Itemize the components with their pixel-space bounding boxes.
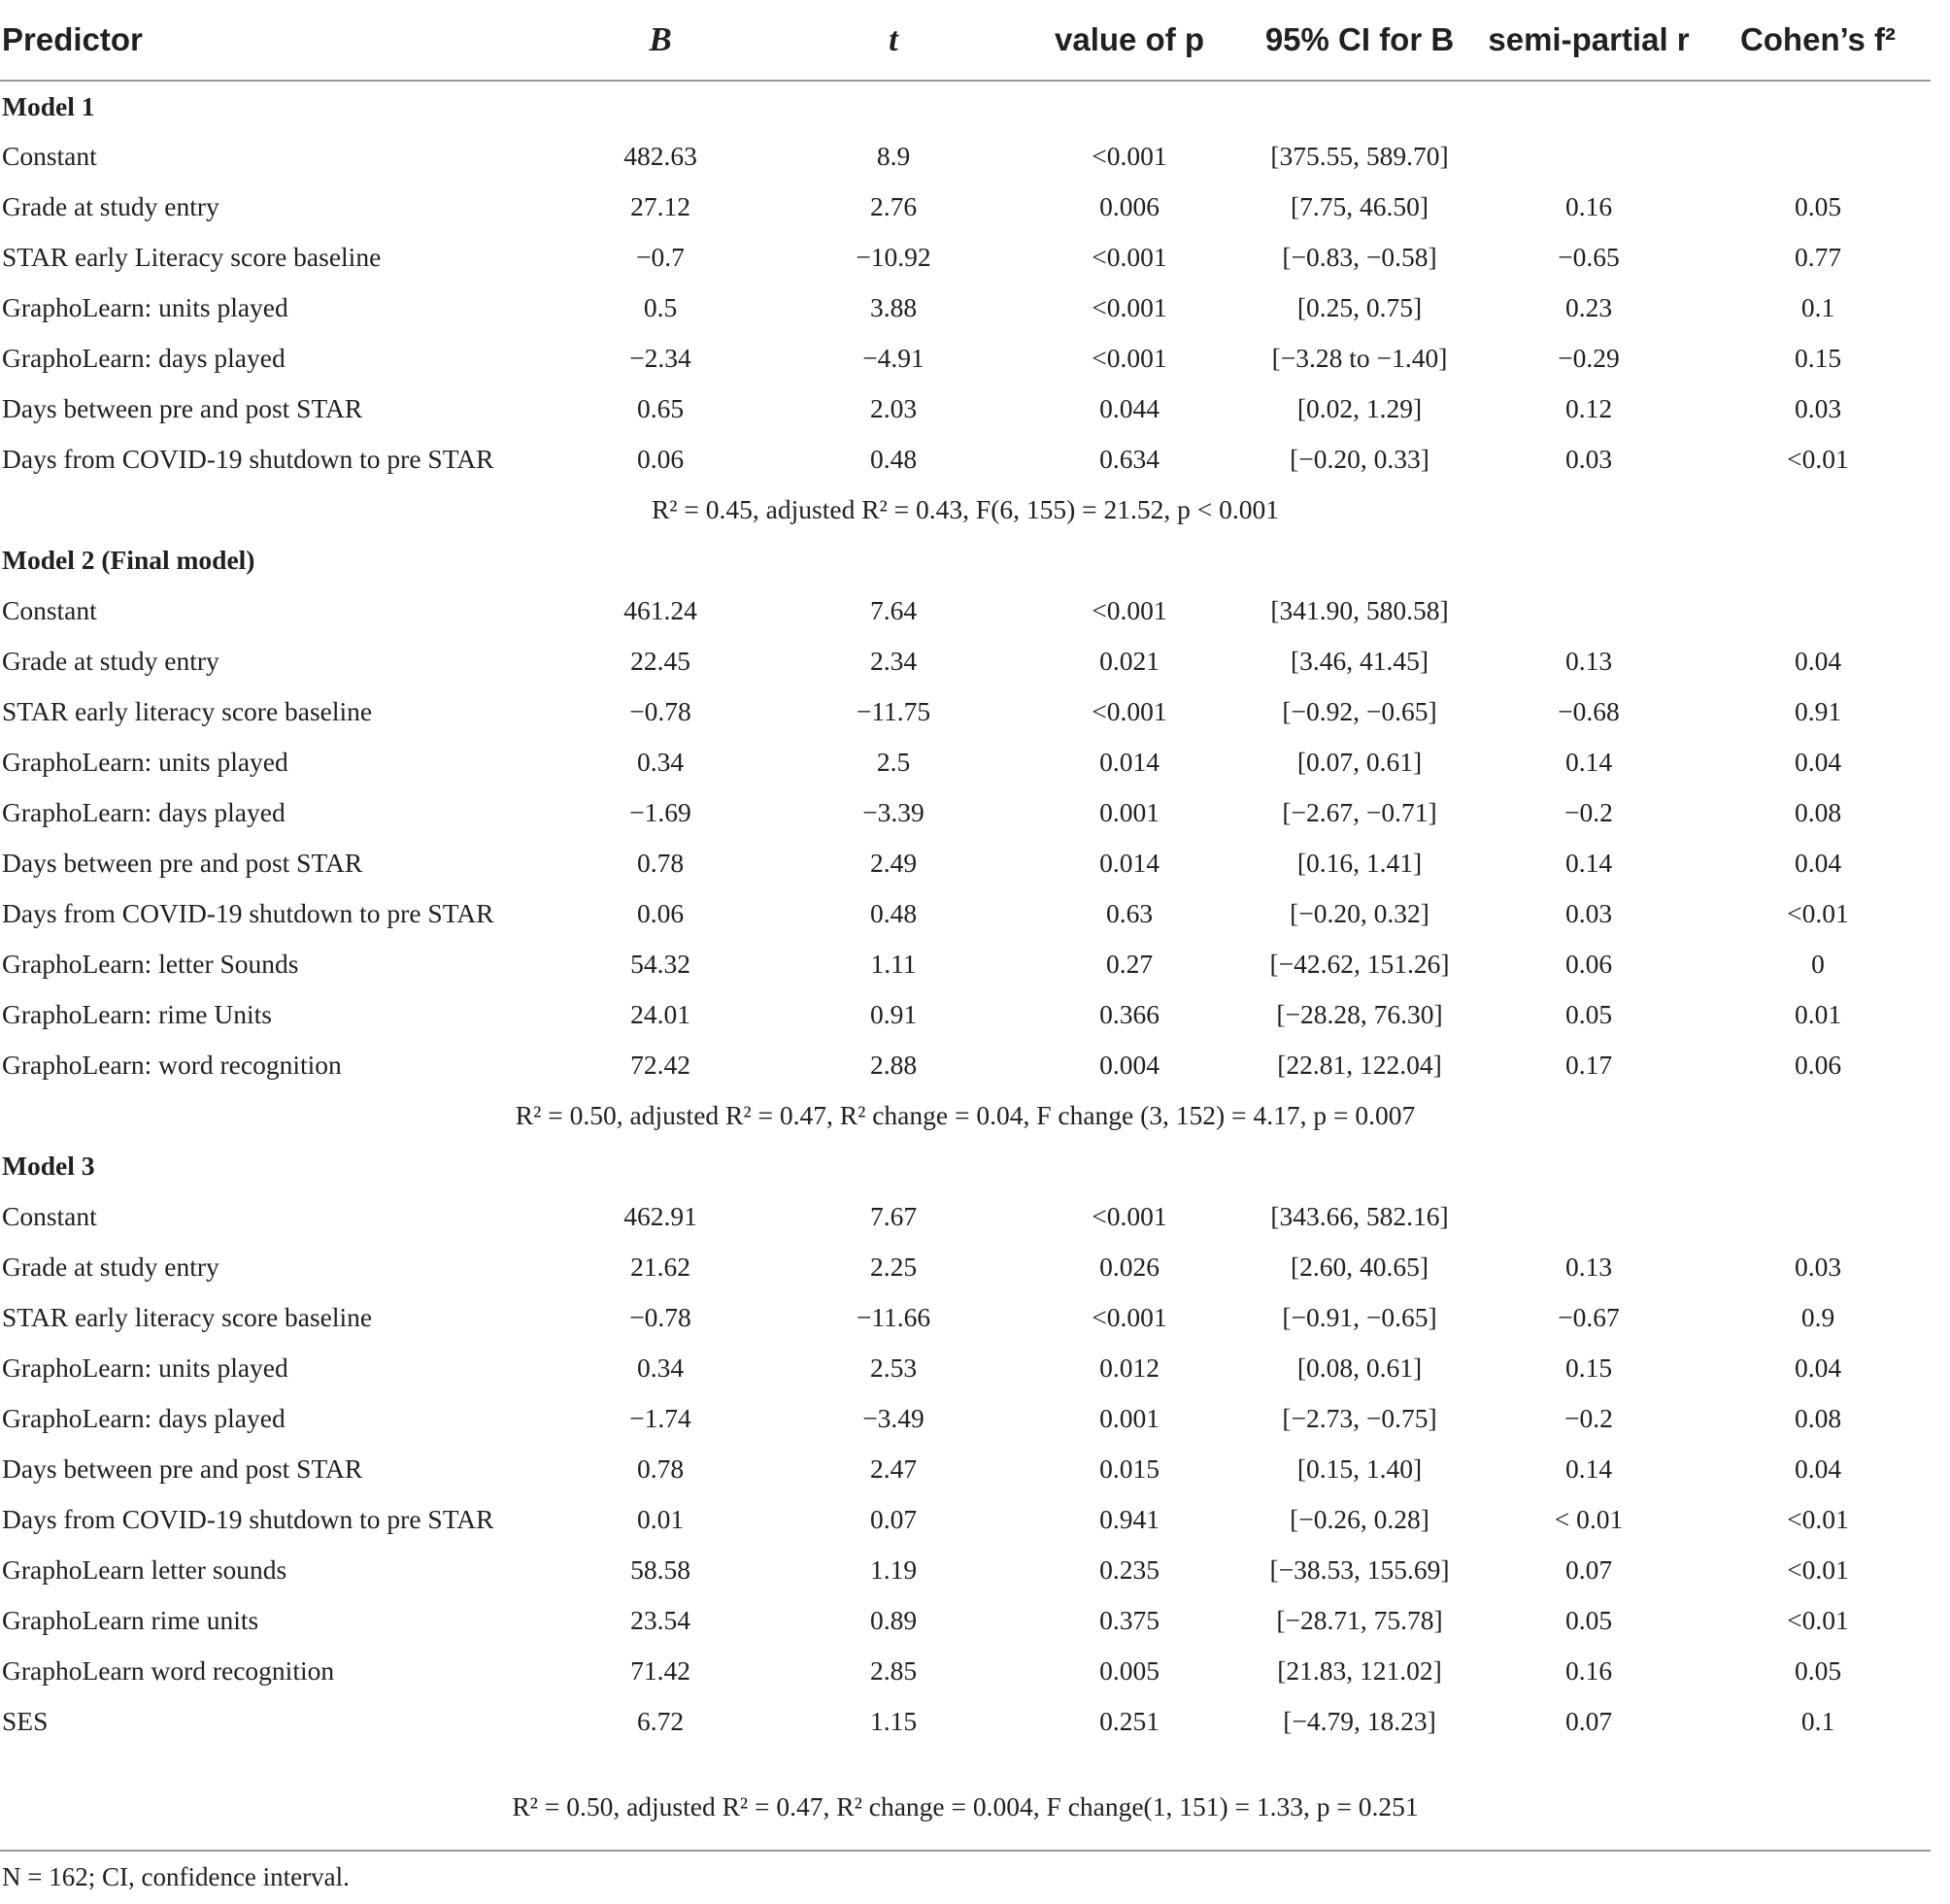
t-cell: 1.11 — [870, 949, 917, 979]
b-cell: 462.91 — [623, 1201, 697, 1231]
t-cell: 2.03 — [869, 393, 918, 423]
ci-cell: [0.25, 0.75] — [1296, 292, 1423, 322]
ci-cell: [−2.73, −0.75] — [1282, 1403, 1437, 1433]
cohens-f2-cell: 0.15 — [1794, 343, 1842, 373]
ci-cell: [375.55, 589.70] — [1270, 141, 1449, 171]
predictor-cell: STAR early Literacy score baseline — [2, 242, 382, 272]
semi-partial-r-cell: 0.03 — [1564, 444, 1613, 474]
semi-partial-r-cell: 0.14 — [1564, 848, 1613, 878]
b-cell: 0.78 — [636, 848, 685, 878]
p-value-cell: 0.63 — [1105, 898, 1154, 928]
table-row — [0, 182, 1931, 232]
predictor-cell: GraphoLearn: units played — [2, 747, 288, 777]
semi-partial-r-cell: 0.16 — [1564, 191, 1613, 221]
model-fit-summary: R² = 0.45, adjusted R² = 0.43, F(6, 155) = 21.52, p < 0.001 — [651, 494, 1280, 524]
table-row — [0, 1595, 1931, 1646]
b-cell: 24.01 — [630, 999, 690, 1029]
semi-partial-r-cell: 0.03 — [1564, 898, 1613, 928]
predictor-cell: Grade at study entry — [2, 1252, 219, 1282]
p-value-cell: <0.001 — [1092, 141, 1167, 171]
t-cell: −4.91 — [862, 343, 925, 373]
header-ci: 95% CI for B — [1247, 12, 1472, 81]
cohens-f2-cell: 0.03 — [1794, 393, 1842, 423]
semi-partial-r-cell: < 0.01 — [1554, 1504, 1624, 1534]
table-row — [0, 737, 1931, 787]
table-row — [0, 1040, 1931, 1090]
table-row — [0, 939, 1931, 989]
cohens-f2-cell: 0 — [1811, 949, 1825, 979]
ci-cell: [−2.67, −0.71] — [1282, 797, 1437, 827]
ci-cell: [−0.20, 0.33] — [1290, 444, 1429, 474]
b-cell: −2.34 — [629, 343, 691, 373]
footnote-divider — [0, 1850, 1931, 1852]
table-row — [0, 636, 1931, 686]
p-value-cell: <0.001 — [1092, 292, 1167, 322]
semi-partial-r-cell: 0.23 — [1564, 292, 1613, 322]
ci-cell: [0.07, 0.61] — [1296, 747, 1423, 777]
semi-partial-r-cell: −0.65 — [1558, 242, 1620, 272]
p-value-cell: 0.004 — [1099, 1050, 1160, 1080]
p-value-cell: 0.026 — [1099, 1252, 1160, 1282]
ci-cell: [−0.20, 0.32] — [1290, 898, 1429, 928]
predictor-cell: GraphoLearn: rime Units — [2, 999, 272, 1029]
semi-partial-r-cell: 0.07 — [1564, 1706, 1613, 1736]
model-heading-row — [0, 1141, 1931, 1191]
table-row — [0, 989, 1931, 1040]
ci-cell: [−0.26, 0.28] — [1290, 1504, 1429, 1534]
cohens-f2-cell: 0.01 — [1794, 999, 1842, 1029]
t-cell: −11.66 — [856, 1302, 931, 1332]
predictor-cell: GraphoLearn letter sounds — [2, 1554, 287, 1585]
b-cell: 0.06 — [636, 444, 685, 474]
ci-cell: [343.66, 582.16] — [1270, 1201, 1449, 1231]
predictor-cell: Grade at study entry — [2, 646, 219, 676]
p-value-cell: 0.941 — [1099, 1504, 1160, 1534]
ci-cell: [2.60, 40.65] — [1290, 1252, 1429, 1282]
p-value-cell: 0.021 — [1099, 646, 1160, 676]
t-cell: 2.5 — [876, 747, 911, 777]
cohens-f2-cell: <0.01 — [1787, 444, 1849, 474]
t-cell: 2.34 — [869, 646, 918, 676]
ci-cell: [0.15, 1.40] — [1296, 1453, 1423, 1484]
ci-cell: [−28.71, 75.78] — [1276, 1605, 1443, 1635]
cohens-f2-cell: 0.9 — [1800, 1302, 1835, 1332]
t-cell: 1.19 — [869, 1554, 918, 1585]
ci-cell: [341.90, 580.58] — [1270, 595, 1449, 625]
t-cell: −10.92 — [856, 242, 931, 272]
predictor-cell: Days between pre and post STAR — [2, 848, 363, 878]
header-p-value: value of p — [1012, 12, 1247, 81]
cohens-f2-cell: 0.91 — [1794, 696, 1842, 726]
cohens-f2-cell: <0.01 — [1787, 1504, 1849, 1534]
t-cell: 1.15 — [869, 1706, 918, 1736]
semi-partial-r-cell: 0.12 — [1564, 393, 1613, 423]
model-summary-row — [0, 1090, 1931, 1141]
table-row — [0, 888, 1931, 939]
header-b: B — [546, 12, 775, 81]
cohens-f2-cell: 0.08 — [1794, 1403, 1842, 1433]
predictor-cell: STAR early literacy score baseline — [2, 696, 373, 726]
table-row — [0, 333, 1931, 384]
cohens-f2-cell: 0.05 — [1794, 1655, 1842, 1686]
semi-partial-r-cell: 0.07 — [1564, 1554, 1613, 1585]
predictor-cell: SES — [2, 1706, 49, 1736]
semi-partial-r-cell: 0.17 — [1564, 1050, 1613, 1080]
p-value-cell: 0.001 — [1099, 1403, 1160, 1433]
table-row — [0, 1242, 1931, 1292]
table-row — [0, 1343, 1931, 1393]
ci-cell: [−42.62, 151.26] — [1269, 949, 1450, 979]
t-cell: 2.85 — [869, 1655, 918, 1686]
p-value-cell: 0.634 — [1099, 444, 1160, 474]
cohens-f2-cell: <0.01 — [1787, 1554, 1849, 1585]
t-cell: 2.76 — [869, 191, 918, 221]
ci-cell: [0.08, 0.61] — [1296, 1353, 1423, 1383]
b-cell: 0.34 — [636, 1353, 685, 1383]
predictor-cell: GraphoLearn: days played — [2, 797, 286, 827]
predictor-cell: GraphoLearn: days played — [2, 343, 286, 373]
t-cell: −3.49 — [862, 1403, 925, 1433]
model-title: Model 1 — [2, 90, 95, 121]
model-summary-row — [0, 484, 1931, 535]
p-value-cell: 0.375 — [1099, 1605, 1160, 1635]
predictor-cell: GraphoLearn: letter Sounds — [2, 949, 299, 979]
t-cell: 2.88 — [869, 1050, 918, 1080]
p-value-cell: <0.001 — [1092, 242, 1167, 272]
b-cell: 6.72 — [636, 1706, 685, 1736]
table-row — [0, 1292, 1931, 1343]
semi-partial-r-cell: −0.2 — [1564, 1403, 1613, 1433]
table-row — [0, 434, 1931, 484]
model-fit-summary: R² = 0.50, adjusted R² = 0.47, R² change = 0.004, F change(1, 151) = 1.33, p = 0.251 — [512, 1791, 1419, 1821]
b-cell: 22.45 — [630, 646, 690, 676]
header-cohens-f2: Cohen’s f² — [1705, 12, 1931, 81]
p-value-cell: 0.015 — [1099, 1453, 1160, 1484]
ci-cell: [−3.28 to −1.40] — [1271, 343, 1448, 373]
model-fit-summary: R² = 0.50, adjusted R² = 0.47, R² change = 0.04, F change (3, 152) = 4.17, p = 0.007 — [515, 1100, 1416, 1130]
semi-partial-r-cell — [1472, 1191, 1705, 1242]
t-cell: 2.49 — [869, 848, 918, 878]
table-row — [0, 131, 1931, 182]
p-value-cell: 0.366 — [1099, 999, 1160, 1029]
b-cell: 0.01 — [636, 1504, 685, 1534]
p-value-cell: 0.012 — [1099, 1353, 1160, 1383]
header-semi-partial-r: semi-partial r — [1472, 12, 1705, 81]
ci-cell: [22.81, 122.04] — [1277, 1050, 1442, 1080]
b-cell: −0.7 — [636, 242, 685, 272]
b-cell: 0.65 — [636, 393, 685, 423]
table-row — [0, 787, 1931, 838]
predictor-cell: Days between pre and post STAR — [2, 1453, 363, 1484]
predictor-cell: GraphoLearn: word recognition — [2, 1050, 342, 1080]
model-summary-row — [0, 1747, 1931, 1836]
ci-cell: [−28.28, 76.30] — [1276, 999, 1443, 1029]
b-cell: 0.5 — [643, 292, 678, 322]
cohens-f2-cell: 0.08 — [1794, 797, 1842, 827]
p-value-cell: <0.001 — [1092, 1302, 1167, 1332]
table-row — [0, 1393, 1931, 1444]
b-cell: 461.24 — [623, 595, 697, 625]
table-row — [0, 384, 1931, 434]
t-cell: 2.47 — [869, 1453, 918, 1484]
predictor-cell: Constant — [2, 141, 97, 171]
b-cell: −0.78 — [629, 696, 691, 726]
table-row — [0, 283, 1931, 333]
ci-cell: [21.83, 121.02] — [1277, 1655, 1442, 1686]
p-value-cell: <0.001 — [1092, 696, 1167, 726]
t-cell: 0.91 — [869, 999, 918, 1029]
semi-partial-r-cell: 0.14 — [1564, 747, 1613, 777]
cohens-f2-cell: <0.01 — [1787, 898, 1849, 928]
table-row — [0, 232, 1931, 283]
t-cell: 2.53 — [869, 1353, 918, 1383]
t-cell: 0.48 — [869, 898, 918, 928]
ci-cell: [0.16, 1.41] — [1296, 848, 1423, 878]
regression-table — [0, 12, 1931, 1836]
p-value-cell: <0.001 — [1092, 343, 1167, 373]
b-cell: 72.42 — [630, 1050, 690, 1080]
predictor-cell: Days from COVID-19 shutdown to pre STAR — [2, 1504, 494, 1534]
t-cell: −3.39 — [862, 797, 925, 827]
predictor-cell: Constant — [2, 595, 97, 625]
p-value-cell: 0.27 — [1105, 949, 1154, 979]
ci-cell: [0.02, 1.29] — [1296, 393, 1423, 423]
semi-partial-r-cell: 0.13 — [1564, 1252, 1613, 1282]
table-row — [0, 1191, 1931, 1242]
semi-partial-r-cell: 0.06 — [1564, 949, 1613, 979]
predictor-cell: Days from COVID-19 shutdown to pre STAR — [2, 444, 494, 474]
t-cell: 8.9 — [876, 141, 911, 171]
b-cell: −1.69 — [629, 797, 691, 827]
b-cell: 23.54 — [630, 1605, 690, 1635]
model-title: Model 2 (Final model) — [2, 545, 255, 575]
model-heading-row — [0, 81, 1931, 131]
p-value-cell: 0.014 — [1099, 747, 1160, 777]
b-cell: 58.58 — [630, 1554, 690, 1585]
ci-cell: [3.46, 41.45] — [1290, 646, 1429, 676]
header-predictor: Predictor — [0, 12, 546, 81]
semi-partial-r-cell: 0.14 — [1564, 1453, 1613, 1484]
cohens-f2-cell: 0.06 — [1794, 1050, 1842, 1080]
ci-cell: [−38.53, 155.69] — [1269, 1554, 1450, 1585]
predictor-cell: Constant — [2, 1201, 97, 1231]
t-cell: 0.48 — [869, 444, 918, 474]
semi-partial-r-cell: −0.2 — [1564, 797, 1613, 827]
cohens-f2-cell: 0.03 — [1794, 1252, 1842, 1282]
cohens-f2-cell: 0.77 — [1794, 242, 1842, 272]
ci-cell: [−0.83, −0.58] — [1282, 242, 1437, 272]
ci-cell: [7.75, 46.50] — [1290, 191, 1429, 221]
b-cell: 54.32 — [630, 949, 690, 979]
predictor-cell: Grade at study entry — [2, 191, 219, 221]
semi-partial-r-cell: 0.05 — [1564, 1605, 1613, 1635]
ci-cell: [−0.91, −0.65] — [1282, 1302, 1437, 1332]
semi-partial-r-cell — [1472, 131, 1705, 182]
t-cell: 7.67 — [869, 1201, 918, 1231]
predictor-cell: GraphoLearn word recognition — [2, 1655, 335, 1686]
cohens-f2-cell — [1705, 131, 1931, 182]
semi-partial-r-cell: −0.68 — [1558, 696, 1620, 726]
model-heading-row — [0, 535, 1931, 585]
cohens-f2-cell: 0.04 — [1794, 1353, 1842, 1383]
cohens-f2-cell — [1705, 1191, 1931, 1242]
p-value-cell: 0.251 — [1099, 1706, 1160, 1736]
semi-partial-r-cell — [1472, 585, 1705, 636]
cohens-f2-cell: 0.04 — [1794, 848, 1842, 878]
p-value-cell: <0.001 — [1092, 1201, 1167, 1231]
predictor-cell: GraphoLearn: units played — [2, 292, 288, 322]
table-row — [0, 1545, 1931, 1595]
cohens-f2-cell: 0.1 — [1800, 292, 1835, 322]
predictor-cell: GraphoLearn: units played — [2, 1353, 288, 1383]
semi-partial-r-cell: 0.16 — [1564, 1655, 1613, 1686]
b-cell: 0.06 — [636, 898, 685, 928]
p-value-cell: 0.006 — [1099, 191, 1160, 221]
cohens-f2-cell: 0.1 — [1800, 1706, 1835, 1736]
p-value-cell: <0.001 — [1092, 595, 1167, 625]
p-value-cell: 0.235 — [1099, 1554, 1160, 1585]
table-body — [0, 81, 1931, 1836]
t-cell: 0.89 — [869, 1605, 918, 1635]
model-title: Model 3 — [2, 1151, 95, 1181]
b-cell: 21.62 — [630, 1252, 690, 1282]
b-cell: 482.63 — [623, 141, 697, 171]
cohens-f2-cell — [1705, 585, 1931, 636]
cohens-f2-cell: <0.01 — [1787, 1605, 1849, 1635]
semi-partial-r-cell: −0.29 — [1558, 343, 1620, 373]
ci-cell: [−4.79, 18.23] — [1283, 1706, 1436, 1736]
table-row — [0, 838, 1931, 888]
cohens-f2-cell: 0.04 — [1794, 747, 1842, 777]
predictor-cell: Days from COVID-19 shutdown to pre STAR — [2, 898, 494, 928]
b-cell: 27.12 — [630, 191, 690, 221]
b-cell: 71.42 — [630, 1655, 690, 1686]
b-cell: 0.78 — [636, 1453, 685, 1484]
header-t: t — [775, 12, 1012, 81]
t-cell: 7.64 — [869, 595, 918, 625]
t-cell: 3.88 — [869, 292, 918, 322]
cohens-f2-cell: 0.04 — [1794, 1453, 1842, 1484]
b-cell: −1.74 — [629, 1403, 691, 1433]
b-cell: 0.34 — [636, 747, 685, 777]
table-row — [0, 585, 1931, 636]
predictor-cell: GraphoLearn: days played — [2, 1403, 286, 1433]
header-row — [0, 12, 1931, 81]
table-row — [0, 1444, 1931, 1494]
predictor-cell: STAR early literacy score baseline — [2, 1302, 373, 1332]
p-value-cell: 0.014 — [1099, 848, 1160, 878]
p-value-cell: 0.005 — [1099, 1655, 1160, 1686]
b-cell: −0.78 — [629, 1302, 691, 1332]
cohens-f2-cell: 0.05 — [1794, 191, 1842, 221]
semi-partial-r-cell: 0.05 — [1564, 999, 1613, 1029]
predictor-cell: GraphoLearn rime units — [2, 1605, 259, 1635]
predictor-cell: Days between pre and post STAR — [2, 393, 363, 423]
ci-cell: [−0.92, −0.65] — [1282, 696, 1437, 726]
table-row — [0, 1696, 1931, 1747]
p-value-cell: 0.044 — [1099, 393, 1160, 423]
semi-partial-r-cell: 0.15 — [1564, 1353, 1613, 1383]
t-cell: −11.75 — [856, 696, 931, 726]
t-cell: 2.25 — [869, 1252, 918, 1282]
semi-partial-r-cell: −0.67 — [1558, 1302, 1620, 1332]
p-value-cell: 0.001 — [1099, 797, 1160, 827]
table-footnote: N = 162; CI, confidence interval. — [2, 1862, 350, 1891]
semi-partial-r-cell: 0.13 — [1564, 646, 1613, 676]
cohens-f2-cell: 0.04 — [1794, 646, 1842, 676]
t-cell: 0.07 — [869, 1504, 918, 1534]
table-row — [0, 1494, 1931, 1545]
table-row — [0, 1646, 1931, 1696]
table-row — [0, 686, 1931, 737]
